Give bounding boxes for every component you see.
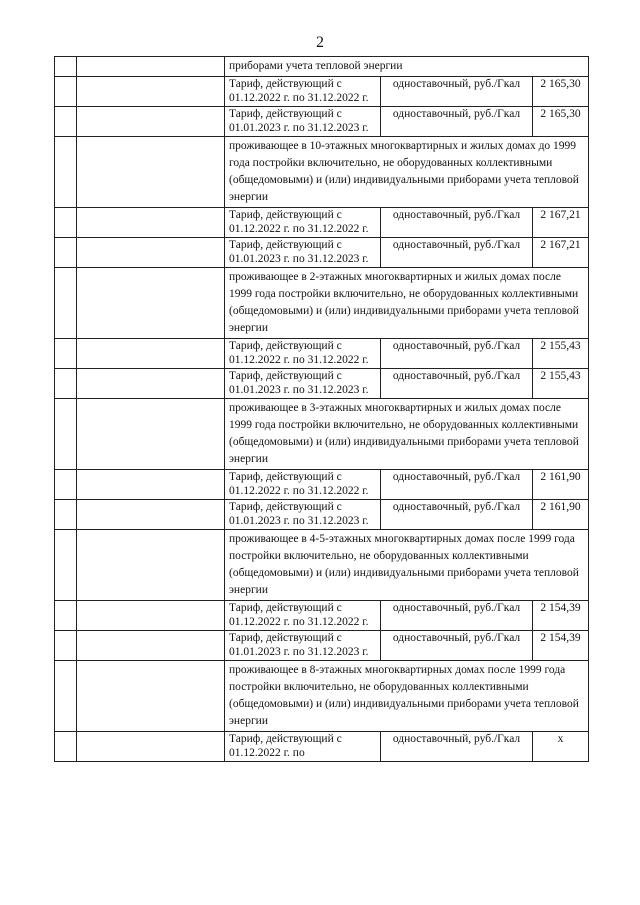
category-cell <box>77 57 225 77</box>
tariff-type: одноставочный, руб./Гкал <box>381 601 533 631</box>
tariff-row <box>55 500 589 530</box>
group-description: проживающее в 2-этажных многоквартирных и жилых домах после 1999 года постройки включительно, не оборудованных коллективными (общедомовыми) и (или) индивидуальными приборами учета тепловой энергии <box>225 268 589 339</box>
tariff-period-label: Тариф, действующий с 01.01.2023 г. по 31.12.2023 г. <box>225 500 381 530</box>
index-cell <box>55 500 77 530</box>
tariff-period-label: Тариф, действующий с 01.01.2023 г. по 31.12.2023 г. <box>225 631 381 661</box>
index-cell <box>55 107 77 137</box>
group-description: проживающее в 10-этажных многоквартирных и жилых домах до 1999 года постройки включительно, не оборудованных коллективными (общедомовыми) и (или) индивидуальными приборами учета тепловой энергии <box>225 137 589 208</box>
tariff-row <box>55 339 589 369</box>
tariff-value: 2 155,43 <box>533 369 589 399</box>
tariff-period-label: Тариф, действующий с 01.01.2023 г. по 31.12.2023 г. <box>225 238 381 268</box>
category-cell <box>77 470 225 500</box>
category-cell <box>77 137 225 208</box>
index-cell <box>55 399 77 470</box>
tariff-value: 2 154,39 <box>533 631 589 661</box>
tariff-row <box>55 601 589 631</box>
tariff-type: одноставочный, руб./Гкал <box>381 339 533 369</box>
group-description: проживающее в 3-этажных многоквартирных и жилых домах после 1999 года постройки включительно, не оборудованных коллективными (общедомовыми) и (или) индивидуальными приборами учета тепловой энергии <box>225 399 589 470</box>
tariff-type: одноставочный, руб./Гкал <box>381 470 533 500</box>
index-cell <box>55 137 77 208</box>
tariff-type: одноставочный, руб./Гкал <box>381 369 533 399</box>
index-cell <box>55 57 77 77</box>
group-description: проживающее в 4-5-этажных многоквартирных домах после 1999 года постройки включительно, не оборудованных коллективными (общедомовыми) и (или) индивидуальными приборами учета тепловой энергии <box>225 530 589 601</box>
tariff-period-label: Тариф, действующий с 01.12.2022 г. по 31.12.2022 г. <box>225 339 381 369</box>
tariff-period-label: Тариф, действующий с 01.01.2023 г. по 31.12.2023 г. <box>225 107 381 137</box>
tariff-row <box>55 631 589 661</box>
tariff-row <box>55 369 589 399</box>
index-cell <box>55 369 77 399</box>
tariff-row <box>55 732 589 762</box>
tariff-row <box>55 238 589 268</box>
description-row <box>55 399 589 470</box>
index-cell <box>55 470 77 500</box>
tariff-type: одноставочный, руб./Гкал <box>381 631 533 661</box>
tariff-value: 2 161,90 <box>533 500 589 530</box>
description-row <box>55 268 589 339</box>
description-row <box>55 661 589 732</box>
description-row <box>55 530 589 601</box>
index-cell <box>55 339 77 369</box>
tariff-type: одноставочный, руб./Гкал <box>381 732 533 762</box>
tariff-period-label: Тариф, действующий с 01.12.2022 г. по 31.12.2022 г. <box>225 77 381 107</box>
tariff-type: одноставочный, руб./Гкал <box>381 208 533 238</box>
tariff-value: 2 167,21 <box>533 208 589 238</box>
category-cell <box>77 107 225 137</box>
description-row <box>55 137 589 208</box>
tariff-period-label: Тариф, действующий с 01.01.2023 г. по 31.12.2023 г. <box>225 369 381 399</box>
tariff-row <box>55 470 589 500</box>
tariff-value: 2 154,39 <box>533 601 589 631</box>
index-cell <box>55 661 77 732</box>
tariff-type: одноставочный, руб./Гкал <box>381 238 533 268</box>
tariff-value: 2 165,30 <box>533 77 589 107</box>
tariff-value: 2 161,90 <box>533 470 589 500</box>
category-cell <box>77 732 225 762</box>
tariff-period-label: Тариф, действующий с 01.12.2022 г. по 31.12.2022 г. <box>225 601 381 631</box>
group-description: проживающее в 8-этажных многоквартирных домах после 1999 года постройки включительно, не оборудованных коллективными (общедомовыми) и (или) индивидуальными приборами учета тепловой энергии <box>225 661 589 732</box>
index-cell <box>55 77 77 107</box>
category-cell <box>77 601 225 631</box>
tariff-period-label: Тариф, действующий с 01.12.2022 г. по 31.12.2022 г. <box>225 208 381 238</box>
tariff-table <box>54 56 589 762</box>
index-cell <box>55 631 77 661</box>
tariff-row <box>55 77 589 107</box>
index-cell <box>55 208 77 238</box>
category-cell <box>77 238 225 268</box>
page-number: 2 <box>316 34 324 51</box>
index-cell <box>55 601 77 631</box>
tariff-type: одноставочный, руб./Гкал <box>381 500 533 530</box>
group-description: приборами учета тепловой энергии <box>225 57 589 77</box>
tariff-row <box>55 208 589 238</box>
tariff-row <box>55 107 589 137</box>
tariff-type: одноставочный, руб./Гкал <box>381 107 533 137</box>
tariff-value: 2 155,43 <box>533 339 589 369</box>
category-cell <box>77 530 225 601</box>
tariff-value: 2 165,30 <box>533 107 589 137</box>
tariff-table-body <box>55 57 589 762</box>
category-cell <box>77 77 225 107</box>
index-cell <box>55 238 77 268</box>
index-cell <box>55 530 77 601</box>
category-cell <box>77 268 225 339</box>
category-cell <box>77 369 225 399</box>
tariff-period-label: Тариф, действующий с 01.12.2022 г. по 31.12.2022 г. <box>225 470 381 500</box>
index-cell <box>55 268 77 339</box>
category-cell <box>77 339 225 369</box>
intro-row <box>55 57 589 77</box>
index-cell <box>55 732 77 762</box>
category-cell <box>77 208 225 238</box>
tariff-type: одноставочный, руб./Гкал <box>381 77 533 107</box>
tariff-period-label: Тариф, действующий с 01.12.2022 г. по <box>225 732 381 762</box>
tariff-value: 2 167,21 <box>533 238 589 268</box>
category-cell <box>77 661 225 732</box>
category-cell <box>77 631 225 661</box>
category-cell <box>77 399 225 470</box>
tariff-value: х <box>533 732 589 762</box>
category-cell <box>77 500 225 530</box>
